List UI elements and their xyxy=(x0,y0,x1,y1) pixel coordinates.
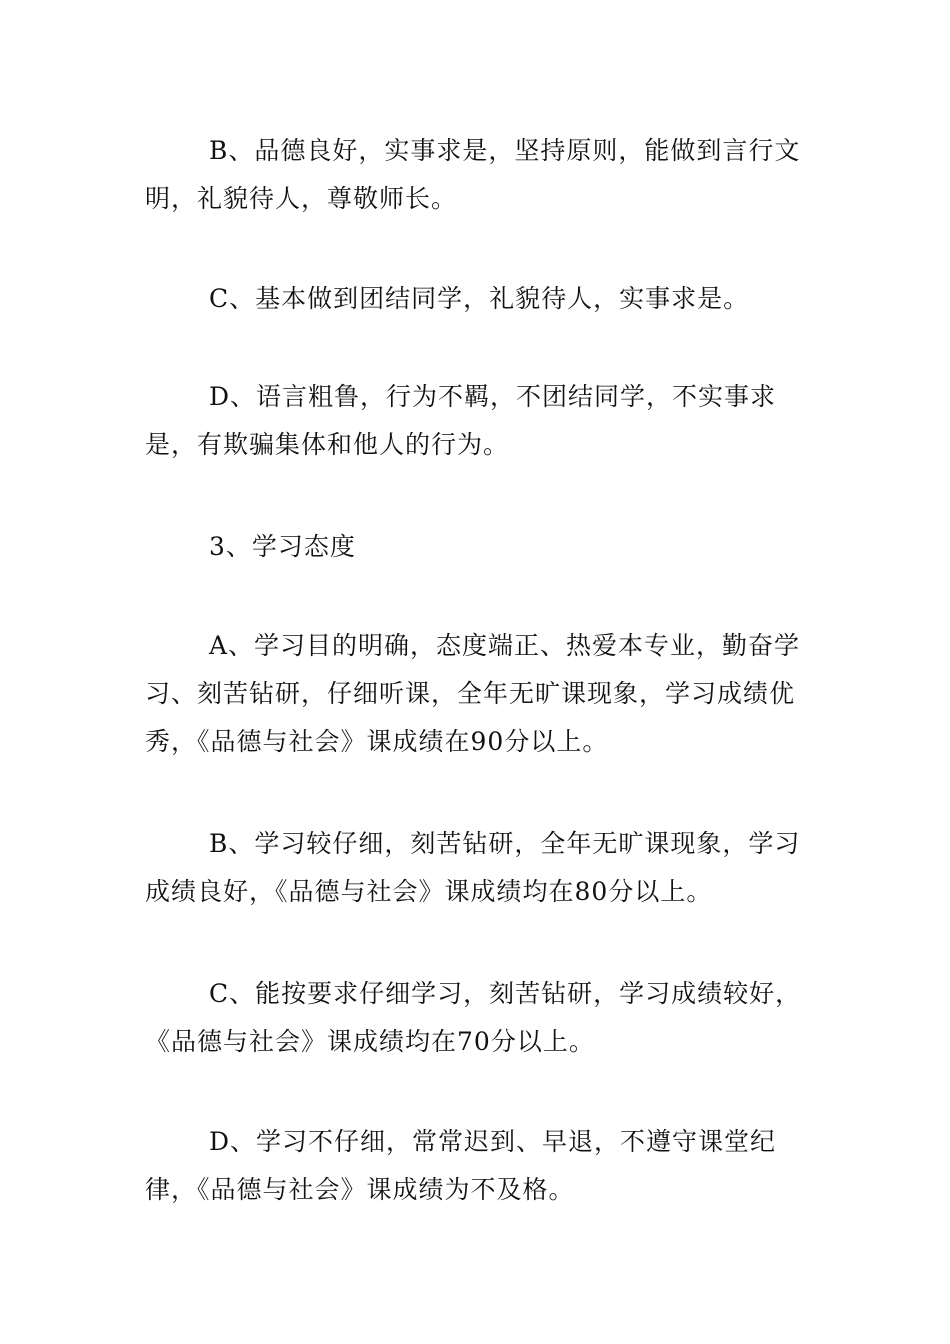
paragraph-study-d: D、学习不仔细，常常迟到、早退，不遵守课堂纪律，《品德与社会》课成绩为不及格。 xyxy=(145,1127,777,1204)
paragraph-study-c: C、能按要求仔细学习，刻苦钻研，学习成绩较好，《品德与社会》课成绩均在70分以上。 xyxy=(145,979,802,1056)
paragraph-study-a: A、学习目的明确，态度端正、热爱本专业，勤奋学习、刻苦钻研，仔细听课，全年无旷课现象，学习成绩优秀，《品德与社会》课成绩在90分以上。 xyxy=(145,631,801,756)
section-heading-study-attitude: 3、学习态度 xyxy=(209,532,356,561)
paragraph-conduct-d: D、语言粗鲁，行为不羁，不团结同学，不实事求是，有欺骗集体和他人的行为。 xyxy=(145,382,777,459)
paragraph-conduct-b: B、品德良好，实事求是，坚持原则，能做到言行文明，礼貌待人，尊敬师长。 xyxy=(145,136,801,213)
paragraph-conduct-c: C、基本做到团结同学，礼貌待人，实事求是。 xyxy=(209,284,750,313)
paragraph-study-b: B、学习较仔细，刻苦钻研，全年无旷课现象，学习成绩良好，《品德与社会》课成绩均在80分以上。 xyxy=(145,829,801,906)
